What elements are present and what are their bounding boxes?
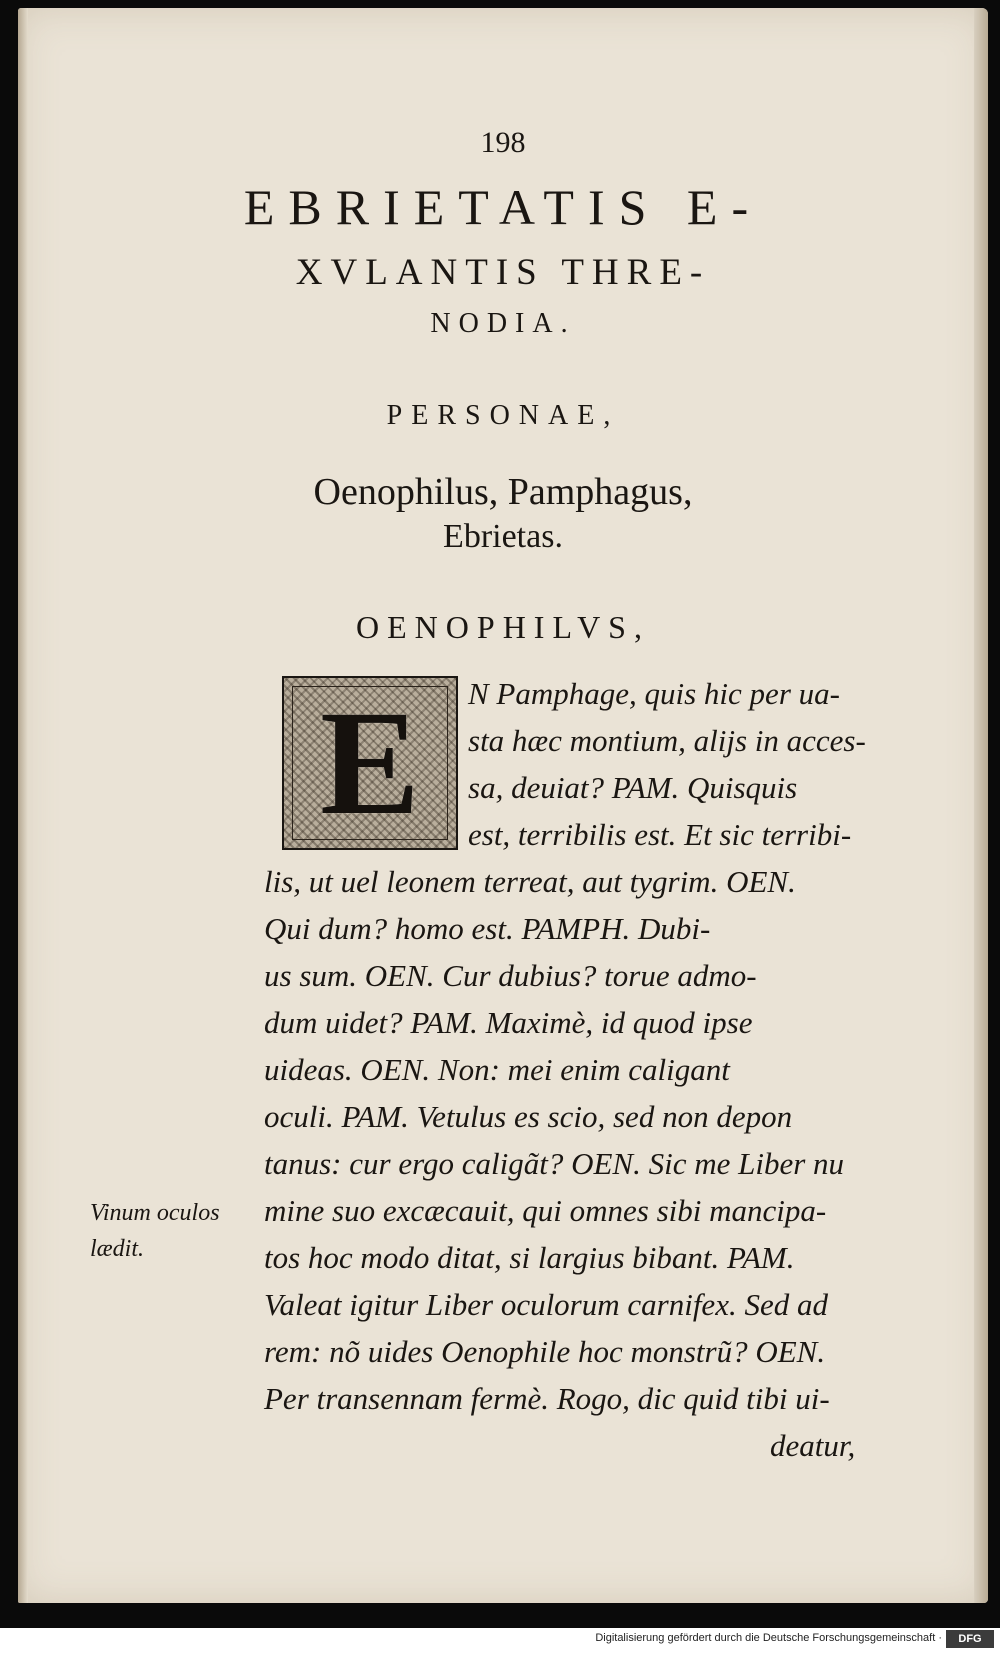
body-line: est, terribilis est. Et sic terribi- — [468, 817, 852, 852]
footer-credit: Digitalisierung gefördert durch die Deutsche Forschungsgemeinschaft · — [595, 1632, 942, 1644]
body-line: deatur, — [770, 1428, 856, 1463]
body-line: Qui dum? homo est. PAMPH. Dubi- — [264, 911, 711, 946]
page-gutter-shadow — [18, 8, 28, 1603]
body-line: Per transennam fermè. Rogo, dic quid tibi ui- — [264, 1381, 830, 1416]
personae-heading: PERSONAE, — [386, 400, 620, 431]
body-line: Valeat igitur Liber oculorum carnifex. Sed ad — [264, 1287, 828, 1322]
title-line-1: EBRIETATIS E- — [243, 179, 763, 235]
body-line: mine suo excæcauit, qui omnes sibi mancipa- — [264, 1193, 827, 1228]
initial-letter: E — [319, 680, 421, 846]
body-line: rem: nõ uides Oenophile hoc monstrũ? OEN. — [264, 1334, 826, 1369]
margin-note-line-2: lædit. — [90, 1236, 145, 1262]
body-line: tos hoc modo ditat, si largius bibant. PAM. — [264, 1240, 795, 1275]
body-line: sta hæc montium, alijs in acces- — [468, 723, 866, 758]
body-line: uideas. OEN. Non: mei enim caligant — [264, 1052, 730, 1087]
dfg-logo: DFG — [946, 1630, 994, 1648]
body-line: lis, ut uel leonem terreat, aut tygrim. OEN. — [264, 864, 796, 899]
margin-note-line-1: Vinum oculos — [90, 1200, 220, 1226]
body-line: dum uidet? PAM. Maximè, id quod ipse — [264, 1005, 753, 1040]
decorated-initial — [282, 676, 458, 850]
page-number: 198 — [480, 126, 526, 159]
body-line: oculi. PAM. Vetulus es scio, sed non depon — [264, 1099, 793, 1134]
personae-line-2: Ebrietas. — [443, 518, 563, 555]
speaker-heading: OENOPHILVS, — [356, 609, 650, 645]
body-line: sa, deuiat? PAM. Quisquis — [468, 770, 798, 805]
title-line-3: NODIA. — [430, 308, 576, 339]
body-line: us sum. OEN. Cur dubius? torue admo- — [264, 958, 757, 993]
title-line-2: XVLANTIS THRE- — [295, 252, 711, 293]
body-line: N Pamphage, quis hic per ua- — [468, 676, 840, 711]
page-edge — [974, 8, 988, 1603]
book-page — [18, 8, 988, 1603]
personae-line-1: Oenophilus, Pamphagus, — [313, 471, 693, 513]
body-line: tanus: cur ergo caligãt? OEN. Sic me Liber nu — [264, 1146, 845, 1181]
